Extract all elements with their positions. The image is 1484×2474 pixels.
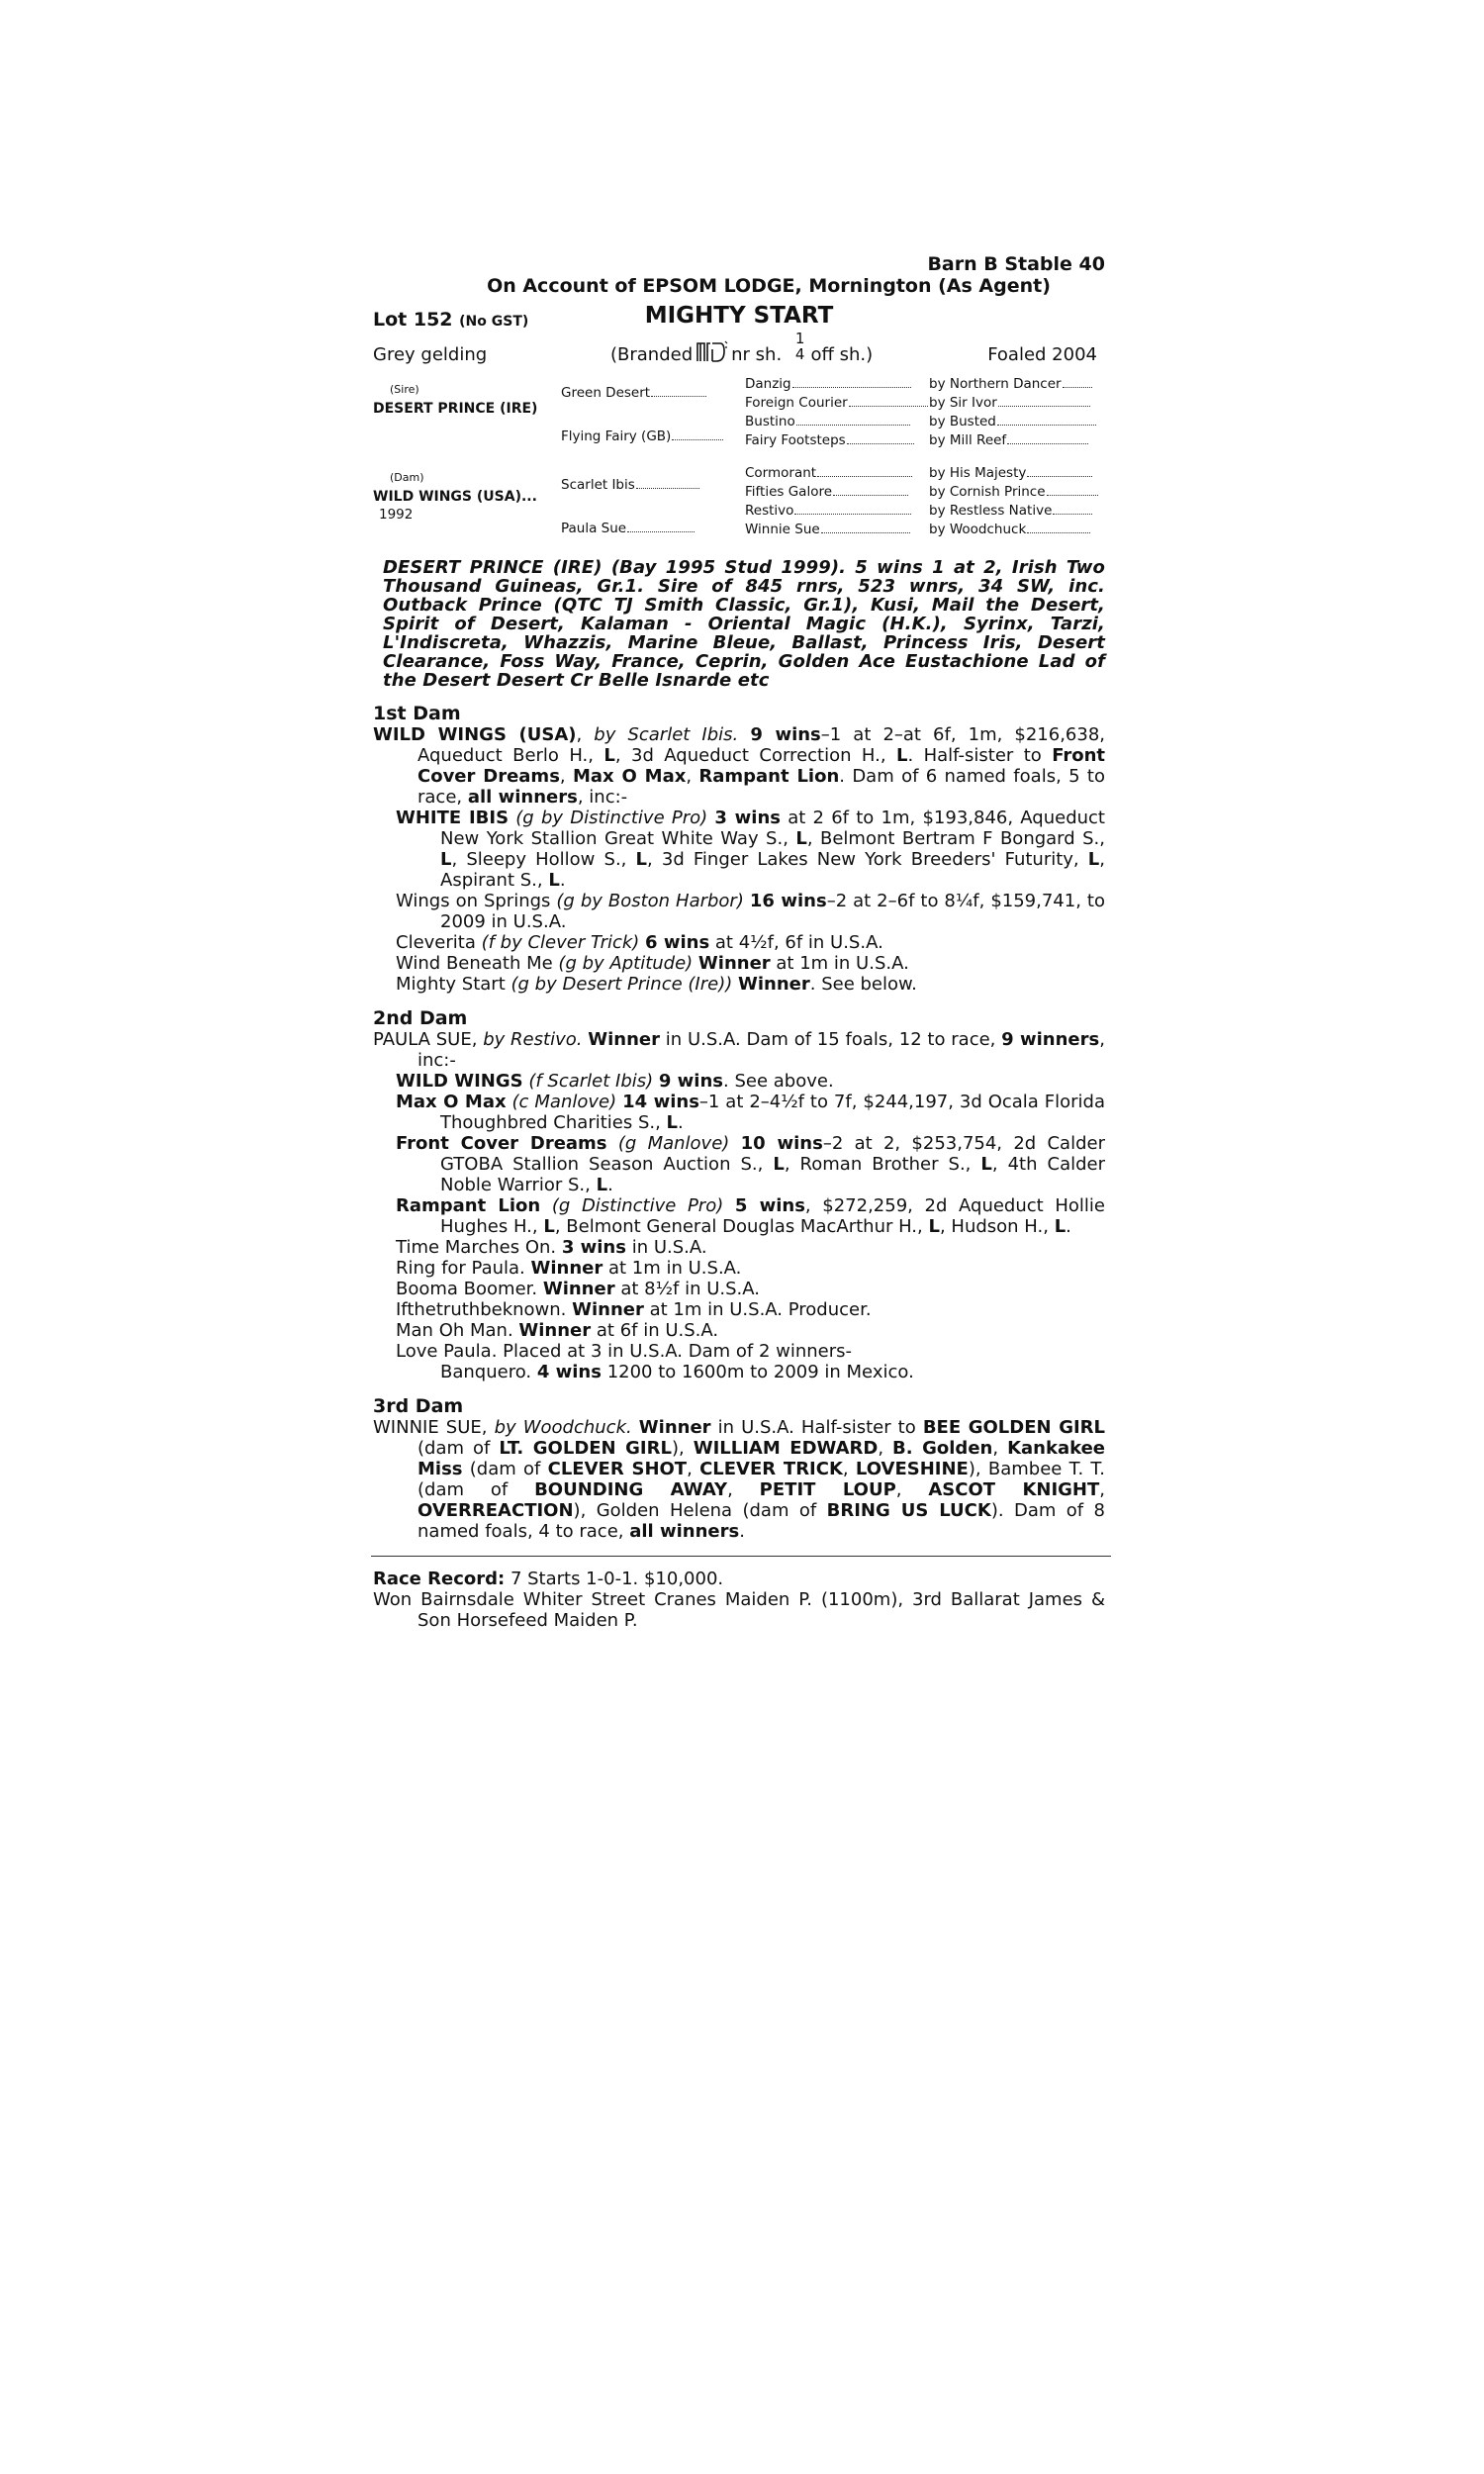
progeny-wild-wings: WILD WINGS (f Scarlet Ibis) 9 wins. See above. — [396, 1071, 834, 1092]
pedigree-gen4-6: by Cornish Prince — [929, 484, 1098, 500]
progeny-love-paula: Love Paula. Placed at 3 in U.S.A. Dam of 2 winners- — [396, 1341, 853, 1362]
barn-stable: Barn B Stable 40 — [927, 253, 1105, 275]
pedigree-gen4-2: by Sir Ivor — [929, 395, 1090, 411]
dam-year: 1992 — [379, 507, 414, 523]
horse-name: MIGHTY START — [644, 303, 834, 329]
pedigree-gen4-8: by Woodchuck — [929, 522, 1090, 537]
section-divider — [371, 1556, 1111, 1557]
progeny-front-cover-dreams: Front Cover Dreams (g Manlove) 10 wins–2 at 2, $253,754, 2d Calder GTOBA Stallion Season Auction S., L, Roman Brother S., L, 4th Calder Noble Warrior S., L. — [396, 1133, 1106, 1195]
progeny-cleverita: Cleverita (f by Clever Trick) 6 wins at 4½f, 6f in U.S.A. — [396, 932, 883, 953]
brand-mark-icon — [695, 339, 728, 363]
pedigree-gen4-3: by Busted — [929, 414, 1096, 429]
pedigree-gen4-5: by His Majesty — [929, 465, 1092, 481]
sire-summary: DESERT PRINCE (IRE) (Bay 1995 Stud 1999). 5 wins 1 at 2, Irish Two Thousand Guineas, Gr.1. Sire of 845 rnrs, 523 wnrs, 34 SW, inc. Outback Prince (QTC TJ Smith Classic, Gr.1), Kusi, Mail the Desert, Spirit of Desert, Kalaman - Oriental Magic (H.K.), Syrinx, Tarzi, L'Indiscreta, Whazzis, Marine Bleue, Ballast, Princess Iris, Desert Clearance, Foss Way, France, Ceprin, Golden Ace Eustachione Lad of the Desert Desert Cr Belle Isnarde etc — [383, 557, 1105, 691]
progeny-time-marches-on: Time Marches On. 3 wins in U.S.A. — [396, 1237, 707, 1258]
gst-note: (No GST) — [459, 314, 529, 330]
progeny-white-ibis: WHITE IBIS (g by Distinctive Pro) 3 wins at 2 6f to 1m, $193,846, Aqueduct New York Stallion Great White Way S., L, Belmont Bertram F Bongard S., L, Sleepy Hollow S., L, 3d Finger Lakes New York Breeders' Futurity, L, Aspirant S., L. — [396, 808, 1106, 891]
progeny-wind-beneath-me: Wind Beneath Me (g by Aptitude) Winner at 1m in U.S.A. — [396, 953, 909, 974]
first-dam-entry: WILD WINGS (USA), by Scarlet Ibis. 9 wins–1 at 2–at 6f, 1m, $216,638, Aqueduct Berlo H., L, 3d Aqueduct Correction H., L. Half-sister to Front Cover Dreams, Max O Max, Rampant Lion. Dam of 6 named foals, 5 to race, all winners, inc:- — [373, 724, 1106, 808]
pedigree-gen3-1: Danzig — [745, 376, 911, 392]
progeny-booma-boomer: Booma Boomer. Winner at 8½f in U.S.A. — [396, 1279, 760, 1299]
progeny-rampant-lion: Rampant Lion (g Distinctive Pro) 5 wins, $272,259, 2d Aqueduct Hollie Hughes H., L, Belmont General Douglas MacArthur H., L, Hudson H., L. — [396, 1195, 1105, 1237]
progeny-banquero: Banquero. 4 wins 1200 to 1600m to 2009 in Mexico. — [440, 1362, 914, 1382]
pedigree-gen2-4: Paula Sue — [561, 521, 695, 536]
third-dam-entry: WINNIE SUE, by Woodchuck. Winner in U.S.A. Half-sister to BEE GOLDEN GIRL (dam of LT. GOLDEN GIRL), WILLIAM EDWARD, B. Golden, Kankakee Miss (dam of CLEVER SHOT, CLEVER TRICK, LOVESHINE), Bambee T. T. (dam of BOUNDING AWAY, PETIT LOUP, ASCOT KNIGHT, OVERREACTION), Golden Helena (dam of BRING US LUCK). Dam of 8 named foals, 4 to race, all winners. — [373, 1417, 1106, 1542]
race-record: Race Record: 7 Starts 1-0-1. $10,000. — [373, 1569, 724, 1589]
second-dam-entry: PAULA SUE, by Restivo. Winner in U.S.A. Dam of 15 foals, 12 to race, 9 winners, inc:- — [373, 1029, 1105, 1071]
race-record-wins: Won Bairnsdale Whiter Street Cranes Maiden P. (1100m), 3rd Ballarat James & Son Horsefeed Maiden P. — [373, 1589, 1105, 1631]
pedigree-gen3-2: Foreign Courier — [745, 395, 928, 411]
pedigree-gen3-7: Restivo — [745, 503, 911, 519]
vendor-account: On Account of EPSOM LODGE, Mornington (As Agent) — [487, 275, 1051, 297]
foaled-year: Foaled 2004 — [987, 344, 1097, 365]
colour-sex: Grey gelding — [373, 344, 488, 365]
brand-info: (Branded nr sh. 1 4 off sh.) — [610, 330, 874, 365]
pedigree-gen4-4: by Mill Reef — [929, 432, 1088, 448]
pedigree-gen2-1: Green Desert — [561, 385, 706, 401]
pedigree-gen4-7: by Restless Native — [929, 503, 1092, 519]
lot-label: Lot 152 — [373, 309, 453, 331]
third-dam-heading: 3rd Dam — [373, 1395, 464, 1417]
horse-description — [373, 330, 1105, 374]
brand-fraction: 1 4 — [794, 330, 805, 363]
sire-role: (Sire) — [390, 383, 419, 396]
pedigree-gen3-3: Bustino — [745, 414, 910, 429]
progeny-ring-for-paula: Ring for Paula. Winner at 1m in U.S.A. — [396, 1258, 742, 1279]
pedigree-gen2-2: Flying Fairy (GB) — [561, 428, 723, 444]
pedigree-gen3-5: Cormorant — [745, 465, 912, 481]
pedigree-table — [373, 376, 1105, 542]
pedigree-gen3-4: Fairy Footsteps — [745, 432, 914, 448]
dam-name: WILD WINGS (USA)... — [373, 489, 537, 505]
pedigree-gen3-8: Winnie Sue — [745, 522, 910, 537]
progeny-max-o-max: Max O Max (c Manlove) 14 wins–1 at 2–4½f to 7f, $244,197, 3d Ocala Florida Thoughbred Charities S., L. — [396, 1092, 1105, 1133]
pedigree-gen4-1: by Northern Dancer — [929, 376, 1092, 392]
lot-line — [373, 301, 1105, 333]
pedigree-gen2-3: Scarlet Ibis — [561, 477, 699, 493]
progeny-man-oh-man: Man Oh Man. Winner at 6f in U.S.A. — [396, 1320, 719, 1341]
progeny-mighty-start: Mighty Start (g by Desert Prince (Ire)) Winner. See below. — [396, 974, 917, 995]
pedigree-gen3-6: Fifties Galore — [745, 484, 908, 500]
sire-name: DESERT PRINCE (IRE) — [373, 401, 538, 417]
progeny-ifthetruthbeknown: Ifthetruthbeknown. Winner at 1m in U.S.A. Producer. — [396, 1299, 872, 1320]
dam-role: (Dam) — [390, 471, 424, 484]
catalogue-page — [373, 253, 1105, 1631]
progeny-wings-on-springs: Wings on Springs (g by Boston Harbor) 16 wins–2 at 2–6f to 8¼f, $159,741, to 2009 in U.S.A. — [396, 891, 1105, 932]
first-dam-heading: 1st Dam — [373, 703, 461, 724]
second-dam-heading: 2nd Dam — [373, 1007, 468, 1029]
